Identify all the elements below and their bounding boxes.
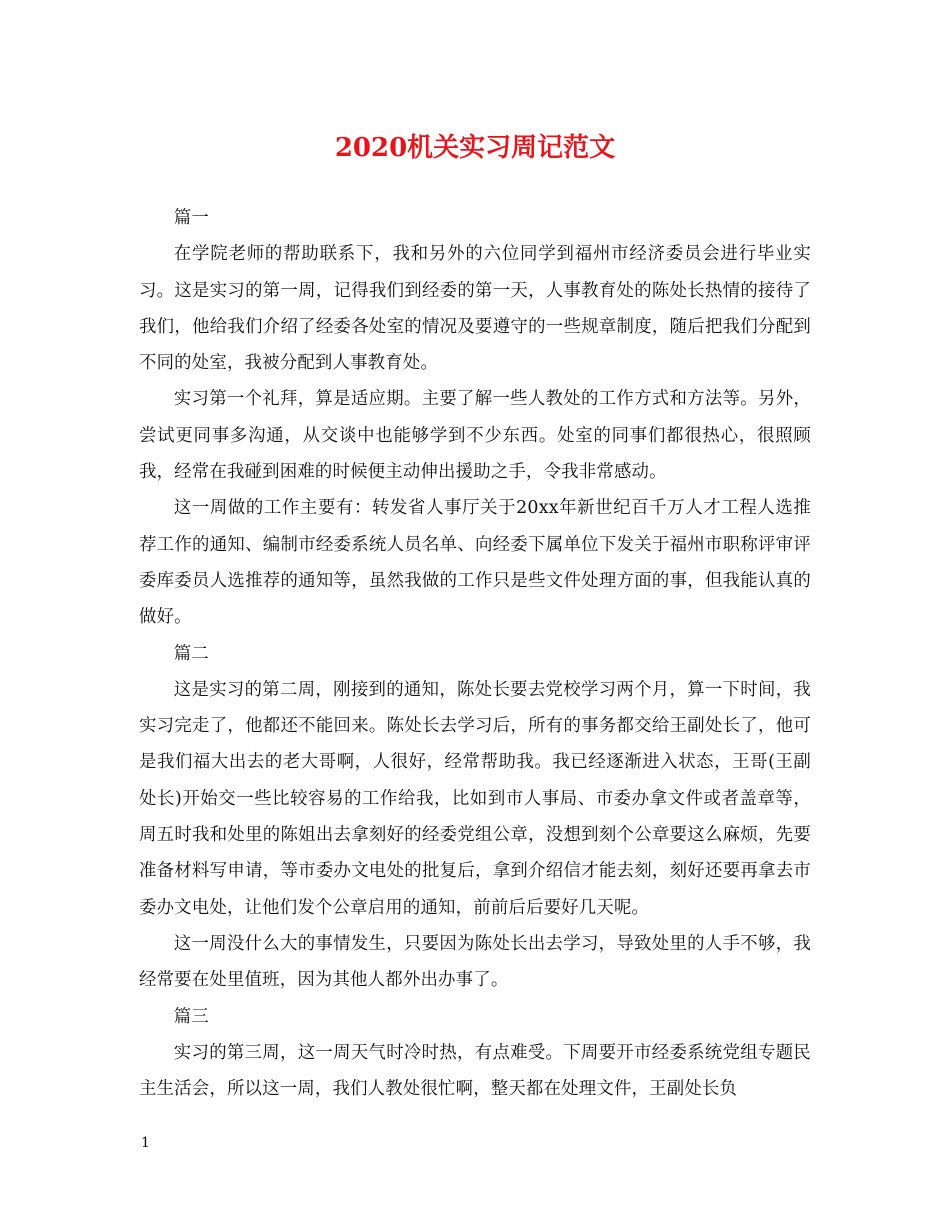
paragraph: 这一周做的工作主要有：转发省人事厅关于20xx年新世纪百千万人才工程人选推荐工作的通知、编制市经委系统人员名单、向经委下属单位下发关于福州市职称评审评委库委员人选推荐的通知等，虽然我做的工作只是些文件处理方面的事，但我能认真的做好。	[139, 498, 811, 628]
section-heading: 篇二	[173, 643, 209, 664]
section-heading: 篇三	[173, 1006, 209, 1027]
paragraph: 实习第一个礼拜，算是适应期。主要了解一些人教处的工作方式和方法等。另外，尝试更同事多沟通，从交谈中也能够学到不少东西。处室的同事们都很热心，很照顾我，经常在我碰到困难的时候便主动伸出援助之手，令我非常感动。	[139, 389, 811, 483]
paragraph: 这是实习的第二周，刚接到的通知，陈处长要去党校学习两个月，算一下时间，我实习完走了，他都还不能回来。陈处长去学习后，所有的事务都交给王副处长了，他可是我们福大出去的老大哥啊，人很好，经常帮助我。我已经逐渐进入状态，王哥(王副处长)开始交一些比较容易的工作给我，比如到市人事局、市委办拿文件或者盖章等，周五时我和处里的陈姐出去拿刻好的经委党组公章，没想到刻个公章要这么麻烦，先要准备材料写申请，等市委办文电处的批复后，拿到介绍信才能去刻，刻好还要再拿去市委办文电处，让他们发个公章启用的通知，前前后后要好几天呢。	[139, 679, 811, 918]
document-title: 2020机关实习周记范文	[334, 133, 616, 163]
paragraph: 实习的第三周，这一周天气时冷时热，有点难受。下周要开市经委系统党组专题民主生活会，所以这一周，我们人教处很忙啊，整天都在处理文件，王副处长负	[139, 1042, 811, 1100]
section-heading: 篇一	[173, 208, 209, 228]
paragraph: 在学院老师的帮助联系下，我和另外的六位同学到福州市经济委员会进行毕业实习。这是实习的第一周，记得我们到经委的第一天，人事教育处的陈处长热情的接待了我们，他给我们介绍了经委各处室的情况及要遵守的一些规章制度，随后把我们分配到不同的处室，我被分配到人事教育处。	[139, 244, 811, 374]
paragraph: 这一周没什么大的事情发生，只要因为陈处长出去学习，导致处里的人手不够，我经常要在处里值班，因为其他人都外出办事了。	[139, 933, 811, 991]
document-body	[139, 200, 811, 1107]
page-number: 1	[141, 1135, 150, 1151]
